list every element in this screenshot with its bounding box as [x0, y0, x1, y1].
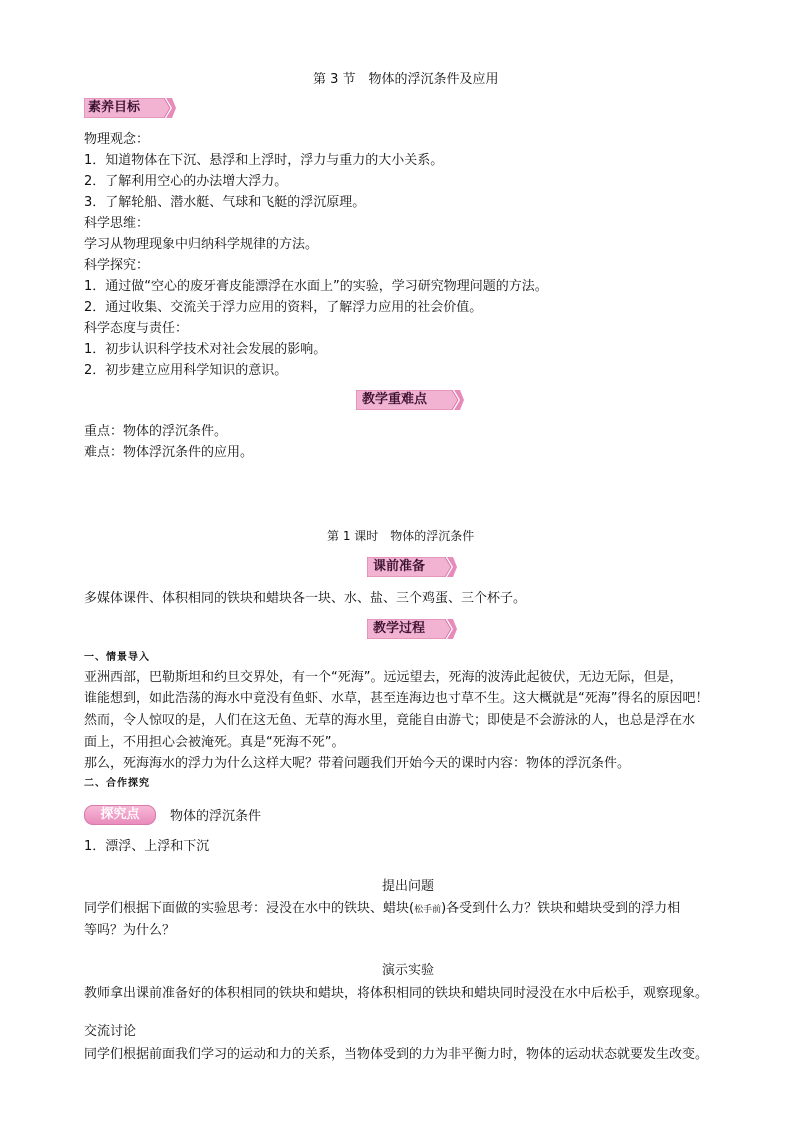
thinking-heading: 科学思维： — [84, 216, 150, 231]
badge-label: 教学过程 — [373, 621, 426, 636]
badge-label: 教学重难点 — [362, 392, 428, 407]
discuss-heading: 交流讨论 — [84, 1024, 137, 1039]
section-title: 第 3 节 物体的浮沉条件及应用 — [313, 72, 499, 87]
badge-key-points — [356, 390, 464, 410]
intro-paragraph-line: 谁能想到，如此浩荡的海水中竟没有鱼虾、水草，甚至连海边也寸草不生。这大概就是“死海”得名的原因吧！ — [84, 691, 709, 706]
badge-label: 素养目标 — [88, 100, 141, 115]
difficulty-text: 难点：物体浮沉条件的应用。 — [84, 445, 254, 460]
question-line: 同学们根据下面做的实验思考：浸没在水中的铁块、蜡块(松手前)各受到什么力？铁块和蜡块受到的浮力相 — [84, 901, 681, 916]
badge-label: 课前准备 — [373, 559, 426, 574]
list-item: 3．了解轮船、潜水艇、气球和飞艇的浮沉原理。 — [84, 195, 366, 210]
demo-heading: 演示实验 — [382, 963, 435, 978]
cooperate-heading: 二、合作探究 — [84, 778, 150, 789]
demo-text: 教师拿出课前准备好的体积相同的铁块和蜡块，将体积相同的铁块和蜡块同时浸没在水中后松手，观察现象。 — [84, 986, 709, 1001]
badge-literacy-goals — [84, 98, 176, 118]
intro-paragraph-line: 面上，不用担心会被淹死。真是“死海不死”。 — [84, 735, 345, 750]
lesson-title: 第 1 课时 物体的浮沉条件 — [327, 529, 475, 543]
badge-preparation — [367, 557, 457, 577]
intro-paragraph-line: 亚洲西部，巴勒斯坦和约旦交界处，有一个“死海”。远远望去，死海的波涛此起彼伏，无边无际，但是， — [84, 670, 683, 685]
badge-label: 探究点 — [100, 807, 140, 822]
thinking-text: 学习从物理现象中归纳科学规律的方法。 — [84, 237, 319, 252]
badge-process — [367, 619, 457, 639]
list-item: 1．知道物体在下沉、悬浮和上浮时，浮力与重力的大小关系。 — [84, 153, 444, 168]
focus-text: 重点：物体的浮沉条件。 — [84, 424, 228, 439]
list-item: 2．通过收集、交流关于浮力应用的资料，了解浮力应用的社会价值。 — [84, 300, 483, 315]
inquiry-heading: 科学探究： — [84, 258, 150, 273]
badge-explore-point — [84, 805, 156, 825]
question-heading: 提出问题 — [382, 879, 435, 894]
list-item: 2．初步建立应用科学知识的意识。 — [84, 363, 288, 378]
subsection-title: 1．漂浮、上浮和下沉 — [84, 839, 210, 854]
intro-paragraph-line: 然而，令人惊叹的是，人们在这无鱼、无草的海水里，竟能自由游弋；即使是不会游泳的人，也总是浮在水 — [84, 713, 696, 728]
list-item: 1．通过做“空心的废牙膏皮能漂浮在水面上”的实验，学习研究物理问题的方法。 — [84, 279, 548, 294]
list-item: 2．了解利用空心的办法增大浮力。 — [84, 174, 288, 189]
prep-text: 多媒体课件、体积相同的铁块和蜡块各一块、水、盐、三个鸡蛋、三个杯子。 — [84, 591, 527, 606]
discuss-text: 同学们根据前面我们学习的运动和力的关系，当物体受到的力为非平衡力时，物体的运动状态就要发生改变。 — [84, 1047, 709, 1062]
intro-paragraph-line: 那么，死海海水的浮力为什么这样大呢？带着问题我们开始今天的课时内容：物体的浮沉条件。 — [84, 756, 631, 771]
question-line: 等吗？为什么？ — [84, 923, 176, 938]
attitude-heading: 科学态度与责任： — [84, 321, 189, 336]
list-item: 1．初步认识科学技术对社会发展的影响。 — [84, 342, 327, 357]
concept-heading: 物理观念： — [84, 132, 150, 147]
explore-title: 物体的浮沉条件 — [170, 809, 262, 824]
intro-heading: 一、情景导入 — [84, 652, 150, 663]
